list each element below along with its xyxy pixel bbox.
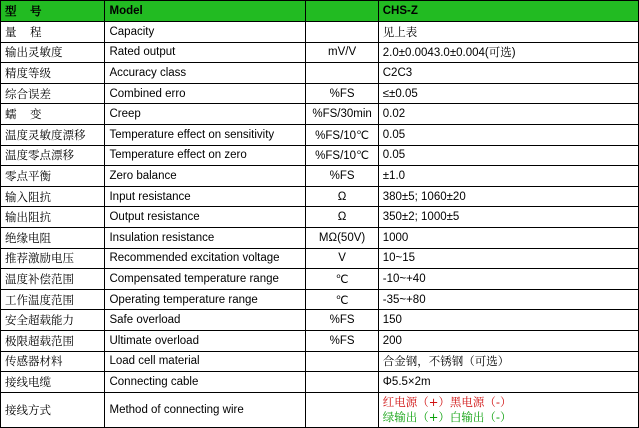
row-unit: %FS bbox=[306, 166, 378, 187]
row-label-cn: 输入阻抗 bbox=[1, 186, 105, 207]
row-value: 350±2; 1000±5 bbox=[378, 207, 638, 228]
table-row bbox=[1, 248, 639, 269]
header-model-value: CHS-Z bbox=[378, 1, 638, 22]
row-label-cn: 温度灵敏度漂移 bbox=[1, 124, 105, 145]
row-value: Φ5.5×2m bbox=[378, 372, 638, 393]
row-value bbox=[378, 63, 638, 84]
table-row bbox=[1, 351, 639, 372]
row-label-en: Ultimate overload bbox=[105, 330, 306, 351]
row-unit: %FS bbox=[306, 83, 378, 104]
row-label-en: Creep bbox=[105, 104, 306, 125]
row-label-cn: 传感器材料 bbox=[1, 351, 105, 372]
row-label-en: Method of connecting wire bbox=[105, 392, 306, 427]
row-unit bbox=[306, 63, 378, 84]
header-model-cn: 型 号 bbox=[1, 1, 105, 22]
header-model-en: Model bbox=[105, 1, 306, 22]
row-value-secondary: 3.0±0.004(可选) bbox=[433, 47, 516, 60]
row-label-en: Zero balance bbox=[105, 166, 306, 187]
table-row bbox=[1, 124, 639, 145]
row-unit: %FS bbox=[306, 330, 378, 351]
row-label-cn: 工作温度范围 bbox=[1, 289, 105, 310]
table-row bbox=[1, 42, 639, 63]
row-label-cn: 接线电缆 bbox=[1, 372, 105, 393]
row-unit: MΩ(50V) bbox=[306, 227, 378, 248]
row-value: 0.05 bbox=[378, 124, 638, 145]
row-value: 150 bbox=[378, 310, 638, 331]
row-unit bbox=[306, 392, 378, 427]
row-label-cn: 推荐激励电压 bbox=[1, 248, 105, 269]
row-value: ≤±0.05 bbox=[378, 83, 638, 104]
row-label-cn: 输出灵敏度 bbox=[1, 42, 105, 63]
row-unit: ℃ bbox=[306, 289, 378, 310]
row-unit: ℃ bbox=[306, 269, 378, 290]
wire-line-power: 红电源（+）黑电源（-） bbox=[382, 395, 512, 410]
row-value: 10~15 bbox=[378, 248, 638, 269]
row-unit: %FS/30min bbox=[306, 104, 378, 125]
row-label-cn: 蠕 变 bbox=[1, 104, 105, 125]
row-value: 0.02 bbox=[378, 104, 638, 125]
row-label-en: Connecting cable bbox=[105, 372, 306, 393]
row-value-primary: 2.0±0.004 bbox=[382, 47, 434, 60]
row-label-en: Accuracy class bbox=[105, 63, 306, 84]
table-row bbox=[1, 63, 639, 84]
row-label-en: Capacity bbox=[105, 22, 306, 43]
row-label-cn: 量 程 bbox=[1, 22, 105, 43]
wire-line-output: 绿输出（+）白输出（-） bbox=[382, 409, 512, 424]
table-row-connecting-wire bbox=[1, 392, 639, 427]
row-label-en: Operating temperature range bbox=[105, 289, 306, 310]
row-value: -35~+80 bbox=[378, 289, 638, 310]
row-label-cn: 安全超载能力 bbox=[1, 310, 105, 331]
row-value: 200 bbox=[378, 330, 638, 351]
row-label-en: Compensated temperature range bbox=[105, 269, 306, 290]
row-unit: V bbox=[306, 248, 378, 269]
table-row bbox=[1, 166, 639, 187]
row-value bbox=[378, 42, 638, 63]
row-value: 合金钢，不锈钢（可选） bbox=[378, 351, 638, 372]
row-value: 见上表 bbox=[378, 22, 638, 43]
row-label-en: Input resistance bbox=[105, 186, 306, 207]
row-label-en: Safe overload bbox=[105, 310, 306, 331]
row-unit: %FS/10℃ bbox=[306, 145, 378, 166]
row-unit: mV/V bbox=[306, 42, 378, 63]
row-unit: Ω bbox=[306, 186, 378, 207]
row-label-en: Recommended excitation voltage bbox=[105, 248, 306, 269]
row-label-en: Temperature effect on zero bbox=[105, 145, 306, 166]
header-unit bbox=[306, 1, 378, 22]
row-value-primary: C2 bbox=[382, 66, 398, 79]
row-label-en: Combined erro bbox=[105, 83, 306, 104]
row-value: -10~+40 bbox=[378, 269, 638, 290]
table-header-row bbox=[1, 1, 639, 22]
table-row bbox=[1, 83, 639, 104]
row-value bbox=[378, 392, 638, 427]
table-row bbox=[1, 22, 639, 43]
table-row bbox=[1, 104, 639, 125]
row-value-secondary: C3 bbox=[397, 66, 413, 79]
row-value: 380±5; 1060±20 bbox=[378, 186, 638, 207]
row-label-cn: 极限超载范围 bbox=[1, 330, 105, 351]
table-row bbox=[1, 372, 639, 393]
table-row bbox=[1, 186, 639, 207]
row-label-en: Temperature effect on sensitivity bbox=[105, 124, 306, 145]
table-row bbox=[1, 310, 639, 331]
row-label-en: Insulation resistance bbox=[105, 227, 306, 248]
row-label-cn: 综合误差 bbox=[1, 83, 105, 104]
row-label-cn: 温度补偿范围 bbox=[1, 269, 105, 290]
table-row bbox=[1, 269, 639, 290]
table-row bbox=[1, 330, 639, 351]
row-label-en: Rated output bbox=[105, 42, 306, 63]
row-unit: %FS bbox=[306, 310, 378, 331]
row-unit bbox=[306, 351, 378, 372]
row-unit bbox=[306, 22, 378, 43]
row-label-cn: 绝缘电阻 bbox=[1, 227, 105, 248]
row-unit: Ω bbox=[306, 207, 378, 228]
row-value: 1000 bbox=[378, 227, 638, 248]
table-row bbox=[1, 227, 639, 248]
row-label-cn: 输出阻抗 bbox=[1, 207, 105, 228]
table-row bbox=[1, 207, 639, 228]
row-value: 0.05 bbox=[378, 145, 638, 166]
row-unit: %FS/10℃ bbox=[306, 124, 378, 145]
row-label-en: Output resistance bbox=[105, 207, 306, 228]
row-label-en: Load cell material bbox=[105, 351, 306, 372]
table-row bbox=[1, 145, 639, 166]
row-value: ±1.0 bbox=[378, 166, 638, 187]
row-label-cn: 接线方式 bbox=[1, 392, 105, 427]
row-label-cn: 温度零点漂移 bbox=[1, 145, 105, 166]
row-label-cn: 精度等级 bbox=[1, 63, 105, 84]
row-unit bbox=[306, 372, 378, 393]
table-row bbox=[1, 289, 639, 310]
row-label-cn: 零点平衡 bbox=[1, 166, 105, 187]
